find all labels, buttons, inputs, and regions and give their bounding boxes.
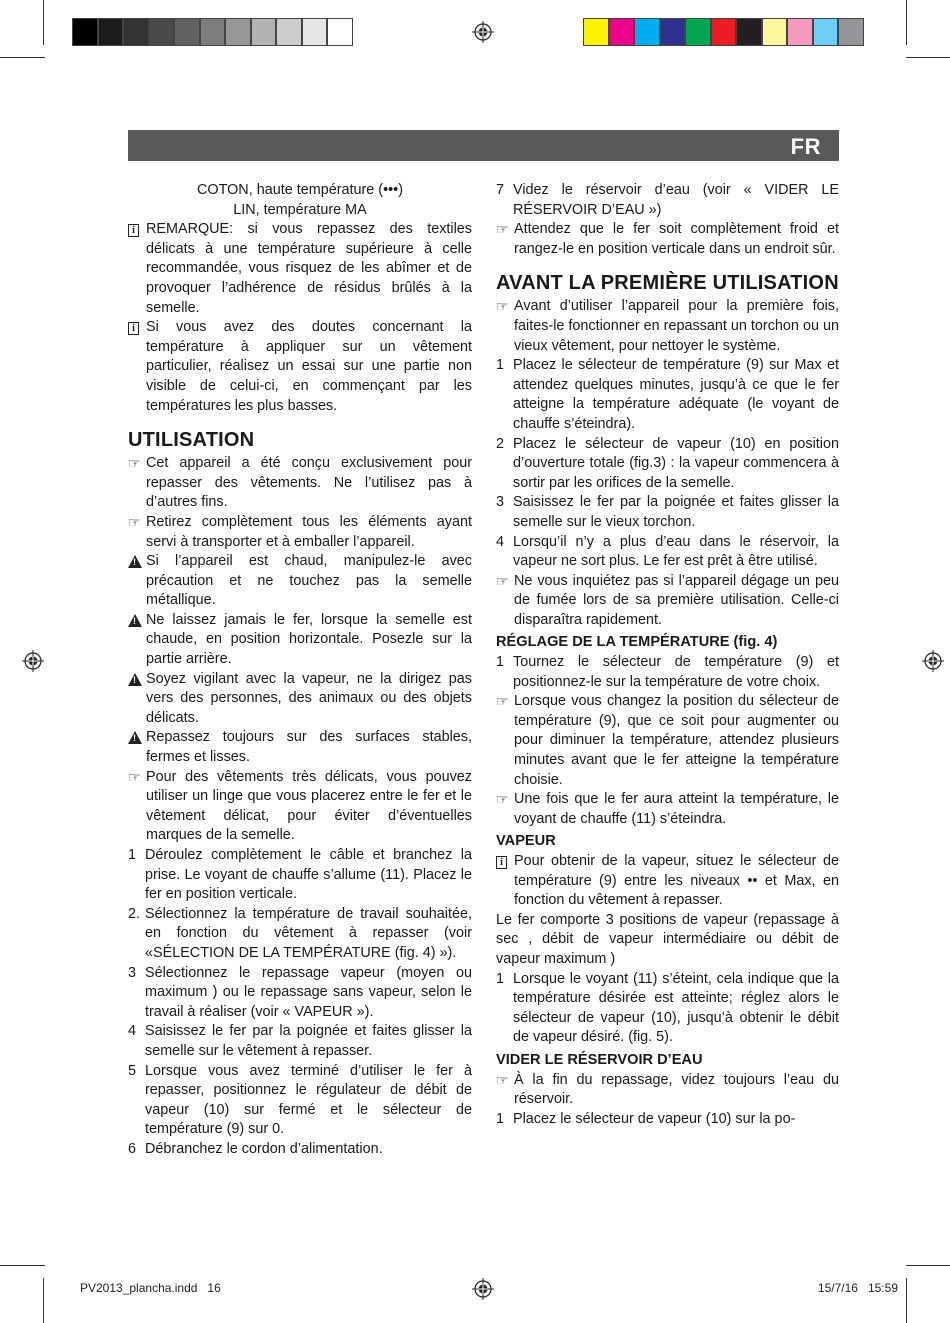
- step-item: 2. Sélectionnez la température de travail souhaitée, en fonction du vêtement à repasser (voir «SÉLECTION DE LA TEMPÉRATURE (fig. 4) »).: [128, 905, 472, 961]
- color-swatch: [251, 18, 277, 46]
- color-swatch: [736, 18, 762, 46]
- color-swatch: [123, 18, 149, 46]
- warning-triangle-icon: [128, 731, 142, 744]
- registration-mark-icon: [22, 650, 44, 672]
- registration-mark-icon: [922, 650, 944, 672]
- tip-item: ☞ Retirez complètement tous les éléments ayant servi à transporter et à emballer l’appareil.: [128, 513, 472, 552]
- crop-mark: [906, 1278, 907, 1323]
- warning-item: ! Si l’appareil est chaud, manipulez-le avec précaution et ne touchez pas la semelle métallique.: [128, 552, 472, 611]
- warning-item: ! Repassez toujours sur des surfaces stables, fermes et lisses.: [128, 728, 472, 767]
- note-item: i Pour obtenir de la vapeur, situez le sélecteur de température (9) entre les niveaux •• et Max, en fonction du vêtement à repasser.: [496, 852, 839, 911]
- file-slug: PV2013_plancha.indd 16: [80, 1281, 221, 1295]
- color-swatch: [149, 18, 175, 46]
- vapeur-paragraph: Le fer comporte 3 positions de vapeur (repassage à sec , débit de vapeur intermédiaire ou débit de vapeur maximum ): [496, 911, 839, 967]
- tip-item: ☞ Une fois que le fer aura atteint la température, le voyant de chauffe (11) s’éteindra.: [496, 790, 839, 829]
- left-column: [128, 181, 472, 1160]
- step-item: 1 Placez le sélecteur de température (9) sur Max et attendez quelques minutes, jusqu’à ce que le fer atteigne la température adéquate (le voyant de chauffe s’éteindra).: [496, 357, 839, 432]
- pointing-hand-icon: ☞: [128, 455, 141, 472]
- crop-mark: [906, 57, 950, 58]
- step-item: 6 Débranchez le cordon d’alimentation.: [128, 1140, 383, 1157]
- step-item: 1 Placez le sélecteur de vapeur (10) sur la po-: [496, 1110, 796, 1127]
- section-title-avant: AVANT LA PREMIÈRE UTILISATION: [496, 272, 839, 295]
- tip-item: ☞ Attendez que le fer soit complètement froid et rangez-le en position verticale dans un endroit sûr.: [496, 220, 839, 259]
- pointing-hand-icon: ☞: [496, 298, 509, 315]
- step-item: 4 Saisissez le fer par la poignée et faites glisser la semelle sur le vêtement à repasser.: [128, 1023, 472, 1059]
- language-code: FR: [790, 134, 821, 159]
- color-swatch: [838, 18, 864, 46]
- right-column: [496, 181, 839, 1129]
- color-swatch: [711, 18, 737, 46]
- color-calibration-bar: [583, 18, 864, 46]
- pointing-hand-icon: ☞: [496, 791, 509, 808]
- color-swatch: [327, 18, 353, 46]
- date-slug: 15/7/16 15:59: [817, 1281, 898, 1295]
- note-item: i Si vous avez des doutes concernant la température à appliquer sur un vêtement particulier, réalisez un essai sur une partie non visible de celui-ci, en commençant par les températures les plus basses.: [128, 318, 472, 416]
- registration-mark-icon: [472, 1278, 494, 1300]
- crop-mark: [0, 1265, 45, 1266]
- grayscale-calibration-bar: [72, 18, 353, 46]
- color-swatch: [200, 18, 226, 46]
- color-swatch: [174, 18, 200, 46]
- step-item: 3 Saisissez le fer par la poignée et faites glisser la semelle sur le vieux torchon.: [496, 494, 839, 530]
- step-item: 7 Videz le réservoir d’eau (voir « VIDER LE RÉSERVOIR D’EAU »): [496, 182, 839, 218]
- warning-triangle-icon: [128, 673, 142, 686]
- pointing-hand-icon: ☞: [128, 768, 141, 785]
- step-item: 1 Tournez le sélecteur de température (9) et positionnez-le sur la température de votre choix.: [496, 654, 839, 690]
- step-item: 1 Lorsque le voyant (11) s’éteint, cela indique que la température désirée est atteinte; réglez alors le sélecteur de vapeur (10), jusqu’à obtenir le débit de vapeur désiré. (fig. 5).: [496, 970, 839, 1046]
- color-swatch: [583, 18, 609, 46]
- color-swatch: [813, 18, 839, 46]
- step-item: 1 Déroulez complètement le câble et branchez la prise. Le voyant de chauffe s’allume (11). Placez le fer en position verticale.: [128, 847, 472, 903]
- pointing-hand-icon: ☞: [496, 693, 509, 710]
- color-swatch: [72, 18, 98, 46]
- color-swatch: [98, 18, 124, 46]
- warning-triangle-icon: [128, 555, 142, 568]
- pointing-hand-icon: ☞: [128, 513, 141, 530]
- crop-mark: [43, 0, 44, 45]
- tip-item: ☞ Avant d’utiliser l’appareil pour la première fois, faites-le fonctionner en repassant un torchon ou un vieux vêtement, pour nettoyer le système.: [496, 297, 839, 356]
- temperature-line: LIN, température MA: [233, 201, 367, 218]
- crop-mark: [906, 1265, 950, 1266]
- step-item: 4 Lorsqu’il n’y a plus d’eau dans le réservoir, la vapeur ne sort plus. Le fer est prêt à être utilisé.: [496, 533, 839, 570]
- crop-mark: [43, 1278, 44, 1323]
- registration-mark-icon: [472, 21, 494, 43]
- color-swatch: [660, 18, 686, 46]
- color-swatch: [685, 18, 711, 46]
- info-icon: i: [496, 856, 507, 869]
- warning-item: ! Ne laissez jamais le fer, lorsque la semelle est chaude, en position horizontale. Posezle sur la partie arrière.: [128, 611, 472, 670]
- language-header-bar: [128, 130, 839, 161]
- pointing-hand-icon: ☞: [496, 572, 509, 589]
- warning-item: ! Soyez vigilant avec la vapeur, ne la dirigez pas vers des personnes, des animaux ou des objets délicats.: [128, 670, 472, 729]
- section-title-utilisation: UTILISATION: [128, 429, 255, 452]
- subsection-title-vider: VIDER LE RÉSERVOIR D’EAU: [496, 1051, 703, 1068]
- tip-item: ☞ Cet appareil a été conçu exclusivement pour repasser des vêtements. Ne l’utilisez pas à d’autres fins.: [128, 454, 472, 513]
- color-swatch: [225, 18, 251, 46]
- color-swatch: [609, 18, 635, 46]
- tip-item: ☞ À la fin du repassage, videz toujours l’eau du réservoir.: [496, 1071, 839, 1110]
- crop-mark: [906, 0, 907, 45]
- color-swatch: [302, 18, 328, 46]
- color-swatch: [276, 18, 302, 46]
- subsection-title-reglage: RÉGLAGE DE LA TEMPÉRATURE (fig. 4): [496, 634, 778, 651]
- crop-mark: [0, 57, 45, 58]
- note-item: i REMARQUE: si vous repassez des textiles délicats à une température supérieure à celle recommandée, vous risquez de les abîmer et de provoquer l’adhérence de résidus brûlés à la semelle.: [128, 220, 472, 318]
- color-swatch: [787, 18, 813, 46]
- info-icon: i: [128, 224, 139, 237]
- tip-item: ☞ Lorsque vous changez la position du sélecteur de température (9), que ce soit pour augmenter ou pour diminuer la température, attendez plusieurs minutes avant que le fer atteigne la température choisie.: [496, 692, 839, 790]
- step-item: 3 Sélectionnez le repassage vapeur (moyen ou maximum ) ou le repassage sans vapeur, selon le travail à réaliser (voir « VAPEUR »).: [128, 964, 472, 1020]
- warning-triangle-icon: [128, 614, 142, 627]
- color-swatch: [634, 18, 660, 46]
- temperature-line: COTON, haute température (•••): [197, 182, 403, 198]
- color-swatch: [762, 18, 788, 46]
- tip-item: ☞ Pour des vêtements très délicats, vous pouvez utiliser un linge que vous placerez entre le fer et le vêtement délicat, pour éviter d’éventuelles marques de la semelle.: [128, 768, 472, 846]
- tip-item: ☞ Ne vous inquiétez pas si l’appareil dégage un peu de fumée lors de sa première utilisation. Celle-ci disparaîtra rapidement.: [496, 572, 839, 631]
- pointing-hand-icon: ☞: [496, 221, 509, 238]
- info-icon: i: [128, 322, 139, 335]
- subsection-title-vapeur: VAPEUR: [496, 833, 556, 850]
- step-item: 5 Lorsque vous avez terminé d’utiliser le fer à repasser, positionnez le régulateur de débit de vapeur (10) sur fermé et le sélecteur de température (9) sur 0.: [128, 1062, 472, 1138]
- pointing-hand-icon: ☞: [496, 1071, 509, 1088]
- step-item: 2 Placez le sélecteur de vapeur (10) en position d’ouverture totale (fig.3) : la vapeur commencera à sortir par les orifices de la semelle.: [496, 435, 839, 491]
